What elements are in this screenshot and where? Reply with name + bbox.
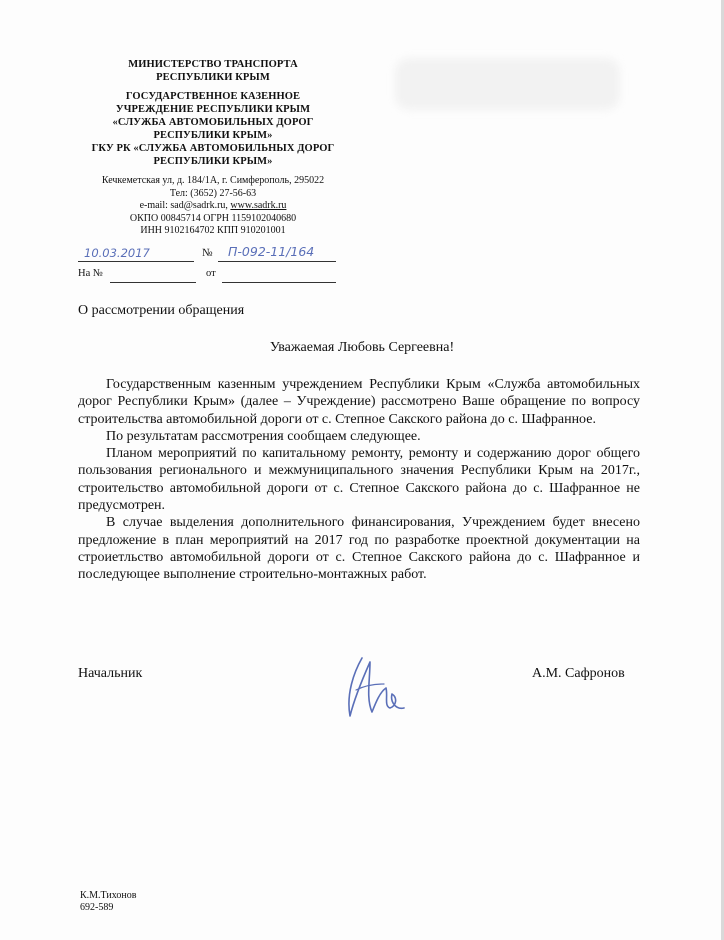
org-line-6: РЕСПУБЛИКИ КРЫМ» (153, 156, 273, 167)
body-paragraph-2: По результатам рассмотрения сообщаем следующее. (106, 428, 421, 444)
letter-subject: О рассмотрении обращения (78, 303, 245, 318)
reference-from-underline (222, 282, 336, 283)
org-line-5: ГКУ РК «СЛУЖБА АВТОМОБИЛЬНЫХ ДОРОГ (91, 143, 335, 154)
date-underline (78, 261, 194, 262)
org-phone: Тел: (3652) 27-56-63 (169, 187, 257, 199)
org-line-4: РЕСПУБЛИКИ КРЫМ» (153, 130, 273, 141)
ministry-line-1: МИНИСТЕРСТВО ТРАНСПОРТА (128, 59, 298, 70)
executor-name: К.М.Тихонов (80, 890, 137, 901)
outgoing-number: П-092-11/164 (228, 244, 315, 259)
executor-info (80, 890, 136, 914)
org-inn-kpp: ИНН 9102164702 КПП 910201001 (140, 225, 286, 236)
reference-from-label: от (206, 268, 216, 279)
letter-body (78, 376, 640, 584)
outgoing-date: 10.03.2017 (84, 246, 150, 260)
reference-underline (110, 282, 196, 283)
org-email: e-mail: sad@sadrk.ru, (139, 200, 231, 211)
org-line-2: УЧРЕЖДЕНИЕ РЕСПУБЛИКИ КРЫМ (115, 104, 311, 115)
org-okpo-ogrn: ОКПО 00845714 ОГРН 1159102040680 (129, 212, 297, 224)
org-address: Кечкеметская ул, д. 184/1А, г. Симферополь, 295022 (101, 175, 325, 186)
number-label: № (202, 247, 213, 259)
executor-phone: 692-589 (80, 902, 114, 913)
letter-greeting: Уважаемая Любовь Сергеевна! (269, 340, 455, 355)
org-website-link[interactable]: www.sadrk.ru (230, 200, 287, 211)
handwritten-signature (340, 650, 410, 722)
redacted-recipient-block (395, 58, 620, 110)
body-paragraph-3: Планом мероприятий по капитальному ремонту, ремонту и содержанию дорог общего пользования регионального и межмуниципального значения Республики Крым на 2017г., строительство автомобильной дороги от с. Степное Сакского района до с. Шафранное не предусмотрен. (78, 446, 640, 514)
org-line-3: «СЛУЖБА АВТОМОБИЛЬНЫХ ДОРОГ (112, 117, 314, 128)
signatory-title: Начальник (78, 666, 143, 681)
org-line-1: ГОСУДАРСТВЕННОЕ КАЗЕННОЕ (125, 91, 301, 102)
body-paragraph-4: В случае выделения дополнительного финансирования, Учреждением будет внесено предложение в план мероприятий на 2017 год по разработке проектной документации на строиетльство автомобильной дороги от с. Степное Сакского района до с. Шафранное и последующее выполнение строительно-монтажных работ. (78, 515, 640, 583)
number-underline (218, 261, 336, 262)
ministry-line-2: РЕСПУБЛИКИ КРЫМ (156, 72, 270, 83)
reference-label: На № (78, 268, 103, 279)
signatory-name: А.М. Сафронов (532, 666, 625, 681)
body-paragraph-1: Государственным казенным учреждением Республики Крым «Служба автомобильных дорог Республики Крым» (далее – Учреждение) рассмотрено Ваше обращение по вопросу строительства автомобильной дороги от с. Степное Сакского района до с. Шафранное. (78, 377, 640, 427)
org-email-line (78, 200, 348, 213)
letterhead (78, 58, 348, 238)
